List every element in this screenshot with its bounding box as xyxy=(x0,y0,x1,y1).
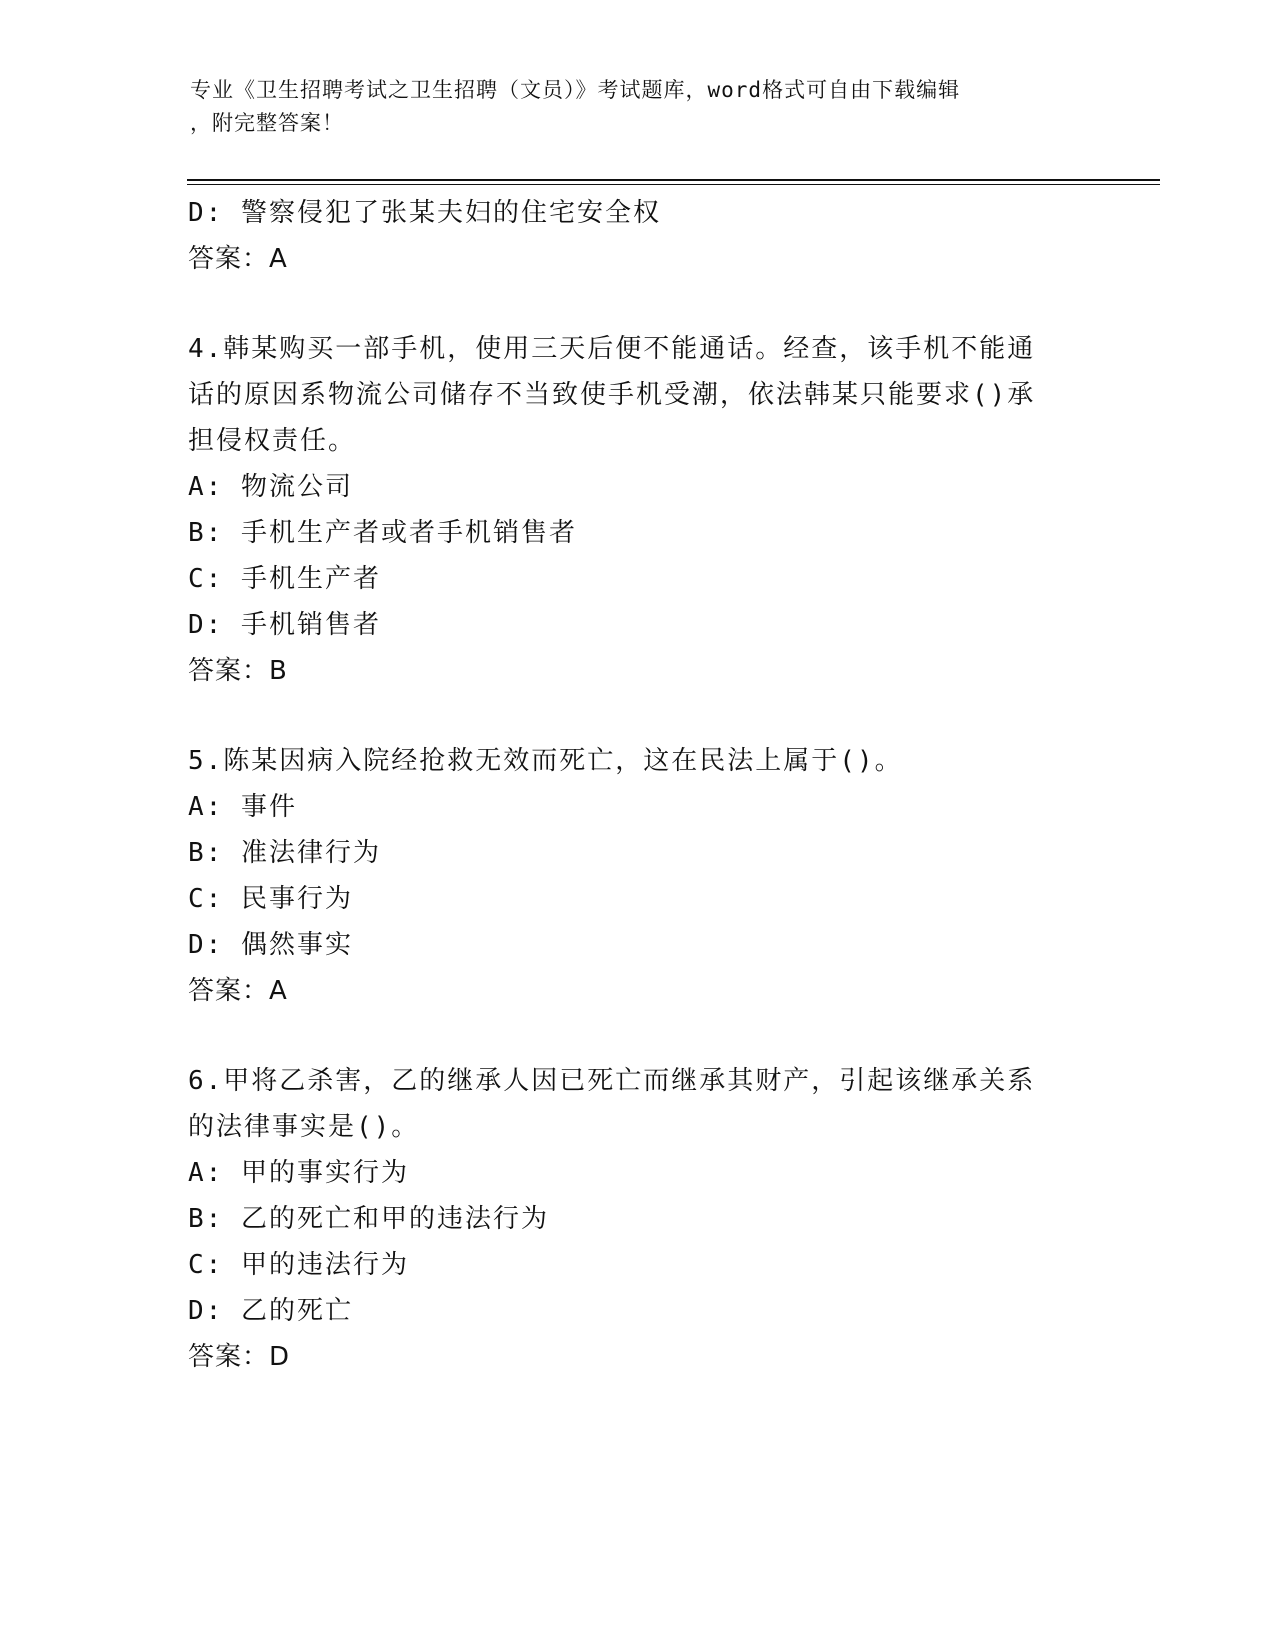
option-d: D: 警察侵犯了张某夫妇的住宅安全权 xyxy=(188,198,661,228)
question-6 xyxy=(188,1058,1088,1380)
question-5 xyxy=(188,738,1088,1014)
question-4 xyxy=(188,326,1088,694)
option-a: A: 事件 xyxy=(188,792,297,822)
option-a: A: 甲的事实行为 xyxy=(188,1158,409,1188)
partial-question xyxy=(188,190,1088,282)
option-b: B: 准法律行为 xyxy=(188,838,381,868)
question-stem-line: 5.陈某因病入院经抢救无效而死亡，这在民法上属于()。 xyxy=(188,746,903,776)
question-stem-line: 的法律事实是()。 xyxy=(188,1112,420,1142)
option-d: D: 手机销售者 xyxy=(188,610,381,640)
header-title-line-2: ，附完整答案！ xyxy=(190,111,344,135)
option-d: D: 乙的死亡 xyxy=(188,1296,353,1326)
answer-label: 答案：A xyxy=(188,976,288,1006)
option-d: D: 偶然事实 xyxy=(188,930,353,960)
answer-label: 答案：A xyxy=(188,244,288,274)
question-stem-line: 担侵权责任。 xyxy=(188,426,357,456)
answer-label: 答案：B xyxy=(188,656,288,686)
page-header xyxy=(190,74,1070,140)
option-b: B: 手机生产者或者手机销售者 xyxy=(188,518,577,548)
question-stem-line: 6.甲将乙杀害，乙的继承人因已死亡而继承其财产，引起该继承关系 xyxy=(188,1066,1036,1096)
option-b: B: 乙的死亡和甲的违法行为 xyxy=(188,1204,549,1234)
question-stem-line: 4.韩某购买一部手机，使用三天后便不能通话。经查，该手机不能通 xyxy=(188,334,1036,364)
header-divider-thick xyxy=(187,179,1160,181)
header-title-line-1: 专业《卫生招聘考试之卫生招聘（文员）》考试题库，word格式可自由下载编辑 xyxy=(190,78,961,102)
question-list xyxy=(188,190,1088,1380)
question-stem-line: 话的原因系物流公司储存不当致使手机受潮，依法韩某只能要求()承 xyxy=(188,380,1036,410)
option-a: A: 物流公司 xyxy=(188,472,353,502)
answer-label: 答案：D xyxy=(188,1342,291,1372)
option-c: C: 民事行为 xyxy=(188,884,353,914)
option-c: C: 甲的违法行为 xyxy=(188,1250,409,1280)
header-divider-thin xyxy=(187,184,1160,185)
option-c: C: 手机生产者 xyxy=(188,564,381,594)
